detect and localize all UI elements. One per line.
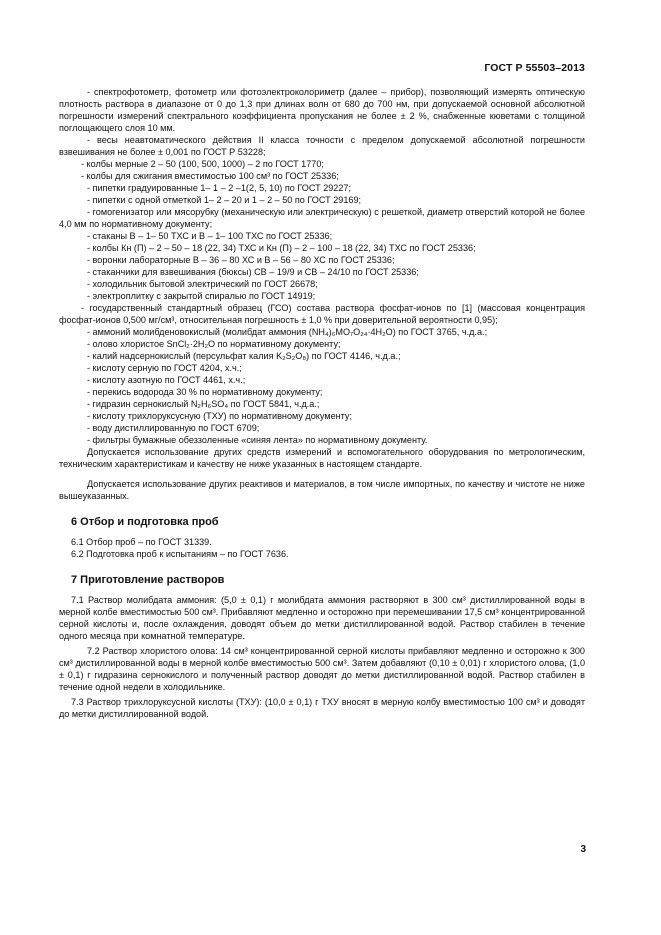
paragraph: Допускается использование других средств измерений и вспомогательного оборудования по метрологическим, техническим характеристикам и качеству не ниже указанных в настоящем стандарте. [59,447,585,469]
list-item: - фильтры бумажные обеззоленные «синяя лента» по нормативному документу. [87,435,428,445]
equipment-list-a [59,86,585,182]
list-item: 6.1 Отбор проб – по ГОСТ 31339. [71,537,212,547]
list-item: - холодильник бытовой электрический по ГОСТ 26678; [87,279,318,289]
document-code-header: ГОСТ Р 55503–2013 [484,62,585,74]
section-heading: 7 Приготовление растворов [71,574,225,586]
list-item: - колбы для сжигания вместимостью 100 см³ по ГОСТ 25336; [81,171,339,181]
equipment-list-b [59,182,585,326]
list-item: - колбы Кн (П) – 2 – 50 – 18 (22, 34) ТХС и Кн (П) – 2 – 100 – 18 (22, 34) ТХС по ГОСТ 25336; [87,243,476,253]
paragraph: 7.2 Раствор хлористого олова: 14 см³ концентрированной серной кислоты прибавляют медленно и осторожно к 300 см³ дистиллированной воды в мерной колбе вместимостью 500 см³. Затем добавляют (0,10 ± 0,01) г хлористого олова, (1,0 ± 0,1) г гидразина сернокислого и полученный раствор доводят до метки дистиллированной водой. Раствор стабилен в течение одной недели в холодильнике. [59,646,585,692]
list-item: - воронки лабораторные В – 36 – 80 ХС и В – 56 – 80 ХС по ГОСТ 25336; [87,255,395,265]
section-heading: 6 Отбор и подготовка проб [71,516,219,528]
document-body [59,86,585,720]
list-item: - олово хлористое SnCl₂·2H₂O по нормативному документу; [87,339,341,349]
list-item: - калий надсернокислый (персульфат калия K₂S₂O₈) по ГОСТ 4146, ч.д.а.; [87,351,401,361]
list-item: - аммоний молибденовокислый (молибдат аммония (NH₄)₆MO₇O₂₄·4H₂O) по ГОСТ 3765, ч.д.а.; [87,327,488,337]
list-item: - воду дистиллированную по ГОСТ 6709; [87,423,260,433]
paragraph: Допускается использование других реактивов и материалов, в том числе импортных, по качеству и чистоте не ниже вышеуказанных. [59,479,585,501]
page-number: 3 [580,844,586,855]
list-item: - гидразин сернокислый N₂H₆SO₄ по ГОСТ 5841, ч.д.а.; [87,399,320,409]
list-item: - пипетки с одной отметкой 1– 2 – 20 и 1 – 2 – 50 по ГОСТ 29169; [87,195,362,205]
list-item: - электроплитку с закрытой спиралью по ГОСТ 14919; [87,291,316,301]
list-item: - пипетки градуированные 1– 1 – 2 –1(2, 5, 10) по ГОСТ 29227; [87,183,352,193]
list-item: 6.2 Подготовка проб к испытаниям – по ГОСТ 7636. [71,549,289,559]
list-item: - кислоту азотную по ГОСТ 4461, х.ч.; [87,375,246,385]
list-item: - стаканы В – 1– 50 ТХС и В – 1– 100 ТХС по ГОСТ 25336; [87,231,333,241]
paragraph: 7.1 Раствор молибдата аммония: (5,0 ± 0,1) г молибдата аммония растворяют в 300 см³ дистиллированной воды в мерной колбе вместимостью 500 см³. Прибавляют медленно и осторожно при перемешивании 17,5 см³ концентрированной серной кислоты и, после охлаждения, доводят объем до метки дистиллированной водой. Раствор стабилен в течение одного месяца при комнатной температуре. [59,595,585,641]
reagents-list [59,326,585,446]
list-item: - кислоту трихлоруксусную (ТХУ) по нормативному документу; [87,411,352,421]
list-item: - весы неавтоматического действия II класса точности с пределом допускаемой абсолютной погрешности взвешивания не более ± 0,001 по ГОСТ Р 53228; [59,135,585,157]
list-item: - кислоту серную по ГОСТ 4204, х.ч.; [87,363,242,373]
paragraph: 7.3 Раствор трихлоруксусной кислоты (ТХУ): (10,0 ± 0,1) г ТХУ вносят в мерную колбу вместимостью 100 см³ и доводят до метки дистиллированной водой. [59,697,585,719]
list-item: - стаканчики для взвешивания (бюксы) СВ – 19/9 и СВ – 24/10 по ГОСТ 25336; [87,267,419,277]
list-item: - спектрофотометр, фотометр или фотоэлектроколориметр (далее – прибор), позволяющий измерять оптическую плотность раствора в диапазоне от 0 до 1,3 при длинах волн от 680 до 700 нм, при допускаемой основной абсолютной погрешности измерений спектрального коэффициента пропускания не более ± 2 %, снабженные кюветами с толщиной поглощающего слоя 10 мм. [59,87,585,133]
list-item: - гомогенизатор или мясорубку (механическую или электрическую) с решеткой, диаметр отверстий которой не более 4,0 мм по нормативному документу; [59,207,585,229]
list-item: - государственный стандартный образец (ГСО) состава раствора фосфат-ионов по [1] (массовая концентрация фосфат-ионов 0,500 мг/см³, относительная погрешность ± 1,0 % при доверительной вероятности 0,95); [59,303,585,325]
list-item: - перекись водорода 30 % по нормативному документу; [87,387,323,397]
list-item: - колбы мерные 2 – 50 (100, 500, 1000) – 2 по ГОСТ 1770; [81,159,324,169]
